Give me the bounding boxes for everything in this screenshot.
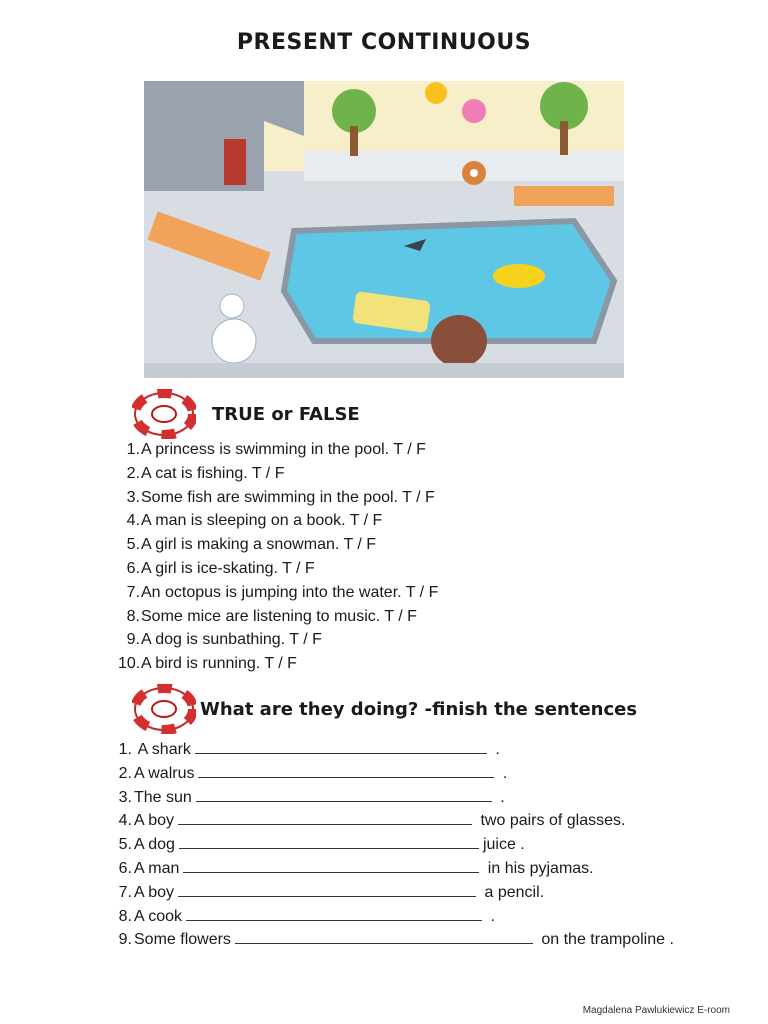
item-end: .	[490, 741, 500, 758]
item-start: A dog	[134, 836, 175, 854]
list-item	[118, 557, 438, 581]
list-item	[115, 857, 674, 881]
item-text: A girl is ice-skating. T / F	[141, 559, 315, 577]
section-finish-sentences-heading	[132, 684, 637, 734]
item-number: 3.	[126, 488, 140, 506]
item-end: .	[498, 764, 508, 782]
item-text: A girl is making a snowman. T / F	[141, 536, 377, 554]
footer-credit: Magdalena Pawlukiewicz E-room	[582, 1005, 730, 1016]
item-end: .	[486, 907, 495, 925]
item-number: 4.	[118, 812, 132, 830]
list-item	[118, 628, 438, 652]
item-start: A walrus	[134, 764, 195, 782]
item-number: 8.	[126, 607, 140, 625]
list-item	[115, 928, 674, 952]
item-number: 4.	[126, 512, 140, 530]
list-item	[115, 881, 674, 905]
item-end: a pencil.	[480, 883, 545, 901]
item-number: 2.	[126, 464, 140, 482]
list-item	[118, 581, 438, 605]
item-start: A cook	[134, 907, 183, 925]
list-item	[115, 905, 674, 929]
item-number: 7.	[118, 883, 132, 901]
item-number: 10.	[118, 655, 141, 673]
item-start: A man	[134, 859, 180, 877]
list-item	[118, 509, 438, 533]
section-true-false-heading	[132, 389, 360, 439]
item-start: A boy	[134, 883, 175, 901]
item-number: 9.	[126, 631, 140, 649]
section-title: TRUE or FALSE	[212, 403, 360, 425]
list-item	[115, 833, 674, 857]
item-number: 8.	[118, 907, 132, 925]
answer-blank[interactable]	[183, 858, 479, 873]
list-item	[115, 809, 674, 833]
item-number: 9.	[118, 931, 132, 949]
answer-blank[interactable]	[196, 787, 492, 802]
answer-blank[interactable]	[198, 763, 494, 778]
list-item	[115, 786, 674, 810]
item-end: .	[495, 788, 505, 806]
finish-sentences-list	[115, 738, 674, 952]
lifebuoy-icon	[132, 389, 196, 439]
list-item	[118, 605, 438, 629]
item-start: Some flowers	[134, 931, 231, 949]
item-number: 2.	[118, 764, 132, 782]
item-number: 6.	[126, 559, 140, 577]
list-item	[118, 486, 438, 510]
item-start: A boy	[134, 812, 175, 830]
list-item	[118, 462, 438, 486]
answer-blank[interactable]	[179, 834, 479, 849]
pool-party-illustration	[144, 81, 624, 378]
page-title: PRESENT CONTINUOUS	[236, 30, 532, 55]
item-end: juice .	[482, 836, 525, 854]
item-start: A shark	[134, 741, 191, 758]
item-number: 1.	[126, 441, 140, 458]
list-item	[115, 738, 674, 762]
item-text: A cat is fishing. T / F	[141, 464, 285, 482]
answer-blank[interactable]	[186, 906, 482, 921]
item-number: 3.	[118, 788, 132, 806]
item-text: A man is sleeping on a book. T / F	[141, 512, 383, 530]
answer-blank[interactable]	[178, 882, 476, 897]
item-start: The sun	[134, 788, 192, 806]
item-number: 1.	[118, 741, 132, 758]
item-text: A bird is running. T / F	[141, 655, 297, 673]
item-end: on the trampoline .	[536, 931, 674, 949]
list-item	[115, 762, 674, 786]
item-end: two pairs of glasses.	[476, 812, 626, 830]
item-end: in his pyjamas.	[483, 859, 594, 877]
item-number: 5.	[118, 836, 132, 854]
answer-blank[interactable]	[178, 810, 472, 825]
item-text: An octopus is jumping into the water. T / F	[141, 583, 439, 601]
section-title: What are they doing? -finish the sentences	[200, 698, 638, 720]
true-false-list	[118, 438, 438, 676]
answer-blank[interactable]	[195, 739, 487, 754]
list-item	[118, 652, 438, 676]
item-number: 7.	[126, 583, 140, 601]
item-text: A princess is swimming in the pool. T / F	[141, 441, 426, 458]
item-number: 5.	[126, 536, 140, 554]
item-text: Some fish are swimming in the pool. T / F	[141, 488, 435, 506]
item-text: A dog is sunbathing. T / F	[141, 631, 322, 649]
item-text: Some mice are listening to music. T / F	[141, 607, 417, 625]
lifebuoy-icon	[132, 684, 196, 734]
list-item	[118, 533, 438, 557]
item-number: 6.	[118, 859, 132, 877]
answer-blank[interactable]	[235, 929, 533, 944]
list-item	[118, 438, 438, 462]
